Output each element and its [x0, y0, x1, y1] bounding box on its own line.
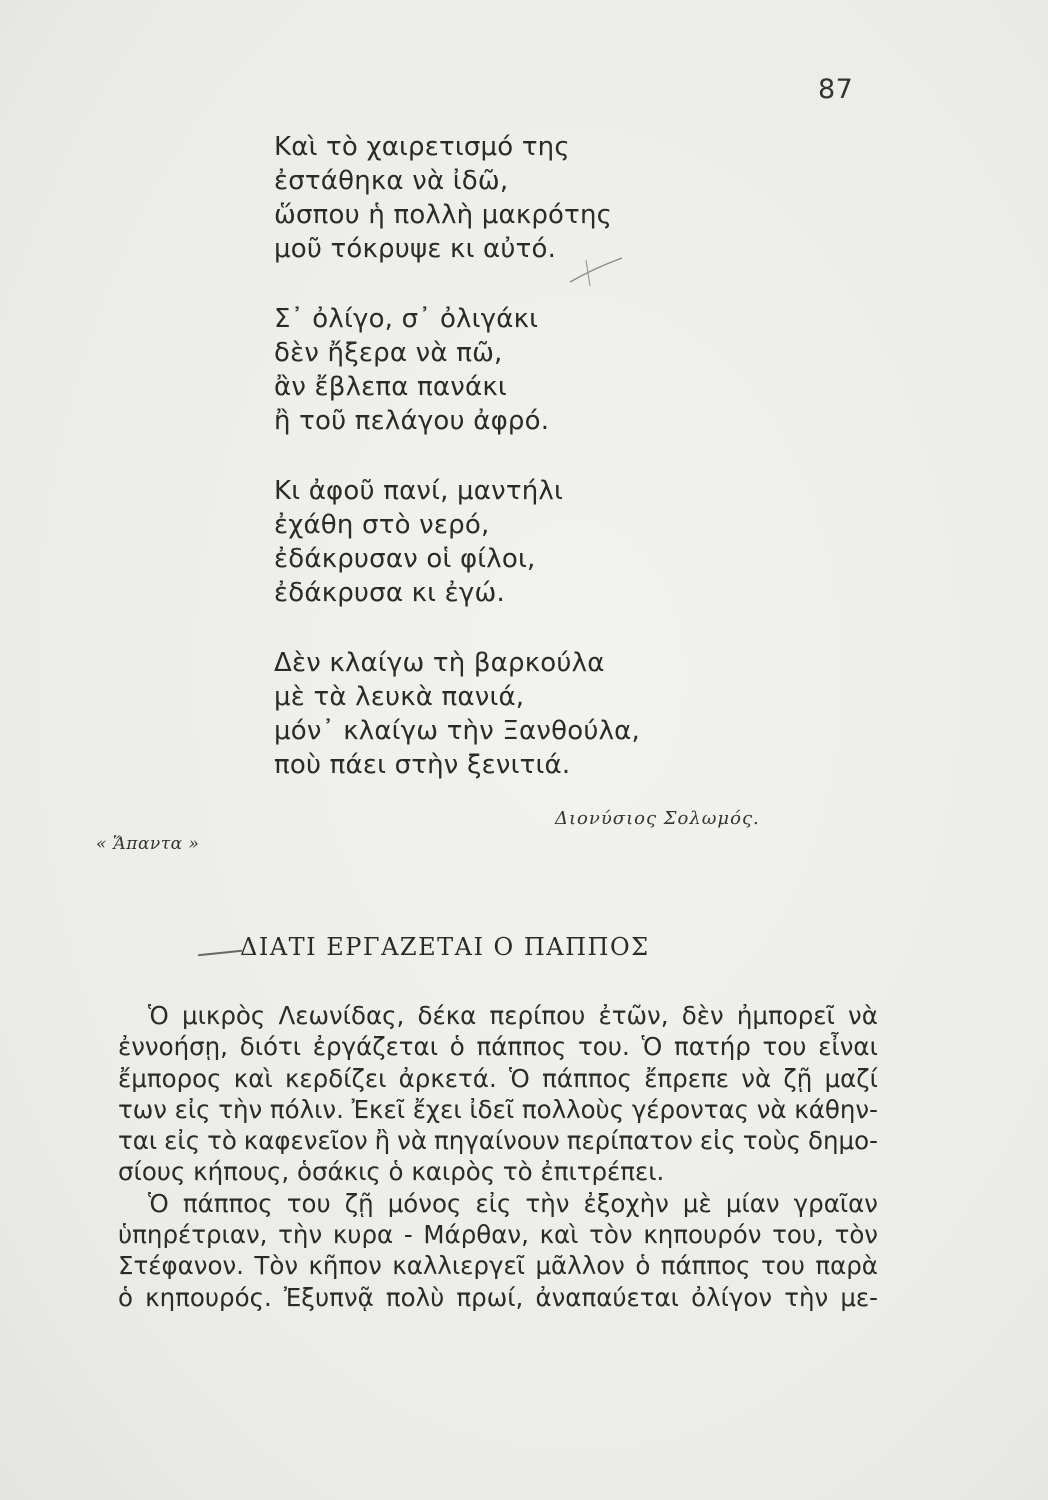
prose-word: πολὺ — [385, 1282, 445, 1312]
prose-word: τὴν — [278, 1220, 323, 1250]
prose-line — [118, 1000, 878, 1031]
prose-word: ἀναπαύεται — [535, 1282, 679, 1312]
prose-word: περίπου — [489, 1001, 586, 1030]
poem-verse: Δὲν κλαίγω τὴ βαρκούλα — [274, 648, 605, 678]
prose-word: καὶ — [539, 1220, 579, 1250]
prose-word: πόλιν. — [269, 1094, 344, 1124]
prose-word: μαζί — [824, 1063, 878, 1093]
poem-verse: ἢ τοῦ πελάγου ἀφρό. — [274, 406, 550, 436]
prose-word: καὶ — [233, 1063, 273, 1093]
prose-line — [118, 1125, 878, 1156]
poem-verse: ἐδάκρυσα κι ἐγώ. — [274, 578, 505, 608]
prose-word: ἐννοήσῃ, — [118, 1032, 228, 1062]
prose-word: εἰς — [475, 1188, 512, 1218]
poem — [274, 130, 834, 818]
prose-word: ἔμπορος — [118, 1063, 222, 1093]
poem-verse: Σ᾿ ὀλίγο, σ᾿ ὀλιγάκι — [274, 304, 539, 334]
prose-word: τὴν — [525, 1188, 570, 1218]
prose-word: ἐτῶν, — [598, 1001, 669, 1030]
prose-word: τὸν — [834, 1220, 878, 1250]
prose-word: εἰς — [699, 1126, 736, 1156]
prose-word: δὲν — [681, 1001, 724, 1030]
prose-word: Ὁ — [148, 1001, 169, 1030]
prose-word: δέκα — [417, 1001, 477, 1030]
prose-word: καφενεῖον — [243, 1126, 368, 1156]
prose-word: πάππος — [182, 1188, 273, 1218]
prose-word: πάππος — [476, 1032, 567, 1062]
prose-word: Ἐκεῖ — [351, 1094, 405, 1124]
prose-word: πολλοὺς — [521, 1094, 625, 1124]
prose-word: τὸ — [207, 1126, 237, 1156]
prose-word: κερδίζει — [284, 1063, 387, 1093]
prose-word: του — [286, 1188, 331, 1218]
prose-word: ἐργάζεται — [312, 1032, 439, 1062]
prose-word: - — [403, 1220, 413, 1250]
prose-word: του — [760, 1251, 805, 1281]
prose-word: του — [762, 1032, 807, 1062]
poem-signature: Διονύσιος Σολωμός. — [555, 808, 760, 829]
prose-word: Ὁ — [641, 1032, 663, 1062]
section-title: ΔΙΑΤΙ ΕΡΓΑΖΕΤΑΙ Ο ΠΑΠΠΟΣ — [240, 933, 650, 961]
prose-word: μὲ — [682, 1188, 712, 1218]
prose-word: Λεωνίδας, — [278, 1001, 405, 1030]
prose-word: εἶναι — [818, 1032, 878, 1062]
prose-word: κηπουρός. — [145, 1282, 272, 1312]
prose-line — [118, 1094, 878, 1125]
prose-word: μόνος — [387, 1188, 462, 1218]
prose-word: νὰ — [756, 1094, 787, 1124]
prose-word: γέροντας — [631, 1094, 750, 1124]
poem-verse: ἐχάθη στὸ νερό, — [274, 510, 490, 540]
poem-verse: Κι ἀφοῦ πανί, μαντήλι — [274, 476, 563, 506]
prose-word: Μάρθαν, — [423, 1220, 529, 1250]
poem-verse: ἐδάκρυσαν οἱ φίλοι, — [274, 544, 536, 574]
prose-word: με- — [840, 1282, 878, 1312]
prose-word: ὀλίγον — [691, 1282, 773, 1312]
poem-verse: Καὶ τὸ χαιρετισμό της — [274, 132, 570, 162]
prose-word: νὰ — [397, 1126, 427, 1156]
prose-line — [118, 1031, 878, 1062]
prose-word: μᾶλλον — [535, 1251, 625, 1281]
prose-word: διότι — [239, 1032, 302, 1062]
prose-word: κυρα — [332, 1220, 394, 1250]
prose-line — [118, 1219, 878, 1250]
prose-word: νὰ — [848, 1001, 878, 1030]
prose-word: ἠμπορεῖ — [736, 1001, 835, 1030]
prose-word: μικρὸς — [182, 1001, 266, 1030]
prose-word: κάθην- — [794, 1094, 878, 1124]
prose-word: ὁ — [118, 1282, 133, 1312]
poem-stanza-1 — [274, 130, 834, 266]
prose-word: εἰς — [174, 1094, 211, 1124]
prose-word: πάππος — [542, 1063, 632, 1093]
prose-word: ζῇ — [783, 1063, 813, 1093]
prose-word: τοὺς — [742, 1126, 802, 1156]
prose-line: σίους κήπους, ὁσάκις ὁ καιρὸς τὸ ἐπιτρέπει. — [118, 1157, 665, 1187]
prose-word: Τὸν — [254, 1251, 299, 1281]
prose-word: παρὰ — [815, 1251, 878, 1281]
prose-word: Στέφανον. — [118, 1251, 244, 1281]
prose-word: πηγαίνουν — [433, 1126, 560, 1156]
prose-word: περίπατον — [566, 1126, 693, 1156]
poem-verse: μὲ τὰ λευκὰ πανιά, — [274, 682, 525, 712]
prose-word: ὑπηρέτριαν, — [118, 1220, 268, 1250]
poem-verse: δὲν ἤξερα νὰ πῶ, — [274, 338, 503, 368]
prose-word: ται — [118, 1126, 158, 1156]
prose-word: του, — [772, 1220, 824, 1250]
prose-word: Ὁ — [509, 1063, 530, 1093]
poem-verse: ἂν ἔβλεπα πανάκι — [274, 372, 507, 402]
prose-word: ἰδεῖ — [469, 1094, 515, 1124]
poem-stanza-2 — [274, 302, 834, 438]
prose-word: Ἐξυπνᾷ — [283, 1282, 374, 1312]
prose-word: τὴν — [784, 1282, 829, 1312]
prose-word: ὁ — [449, 1032, 465, 1062]
prose-word: πρωί, — [456, 1282, 524, 1312]
prose-word: των — [118, 1094, 167, 1124]
poem-verse: ὥσπου ἡ πολλὴ μακρότης — [274, 200, 613, 230]
prose-word: ἔπρεπε — [644, 1063, 729, 1093]
prose-word: καλλιεργεῖ — [392, 1251, 526, 1281]
poem-verse: μόν᾿ κλαίγω τὴν Ξανθούλα, — [274, 716, 640, 746]
pencil-mark-icon — [566, 252, 626, 302]
prose-word: ὁ — [635, 1251, 651, 1281]
prose-word: γραῖαν — [793, 1188, 878, 1218]
prose-word: ζῇ — [344, 1188, 374, 1218]
prose-word: ἐξοχὴν — [583, 1188, 669, 1218]
prose-word: πάππος — [660, 1251, 751, 1281]
poem-stanza-4 — [274, 646, 834, 782]
prose-word: ἀρκετά. — [398, 1063, 497, 1093]
prose-line — [118, 1282, 878, 1313]
prose-line — [118, 1063, 878, 1094]
prose-word: τὴν — [218, 1094, 263, 1124]
prose-word: τὸν — [589, 1220, 633, 1250]
prose-word: Ὁ — [148, 1188, 169, 1218]
prose-line — [118, 1250, 878, 1281]
prose-word: κῆπον — [308, 1251, 382, 1281]
page-number: 87 — [818, 74, 854, 105]
prose-word: δημο- — [807, 1126, 878, 1156]
poem-stanza-3 — [274, 474, 834, 610]
poem-source: « Ἅπαντα » — [96, 834, 200, 854]
prose-word: εἰς — [164, 1126, 201, 1156]
prose-word: ἔχει — [412, 1094, 462, 1124]
poem-verse: μοῦ τόκρυψε κι αὐτό. — [274, 234, 557, 264]
prose-word: νὰ — [741, 1063, 772, 1093]
prose-word: πατήρ — [674, 1032, 751, 1062]
prose-word: του. — [578, 1032, 630, 1062]
poem-verse: ἐστάθηκα νὰ ἰδῶ, — [274, 166, 509, 196]
prose-body — [118, 1000, 878, 1313]
prose-word: ἢ — [374, 1126, 391, 1156]
prose-word: κηπουρόν — [643, 1220, 762, 1250]
prose-line — [118, 1188, 878, 1219]
poem-verse: ποὺ πάει στὴν ξενιτιά. — [274, 750, 571, 780]
prose-word: μίαν — [725, 1188, 780, 1218]
